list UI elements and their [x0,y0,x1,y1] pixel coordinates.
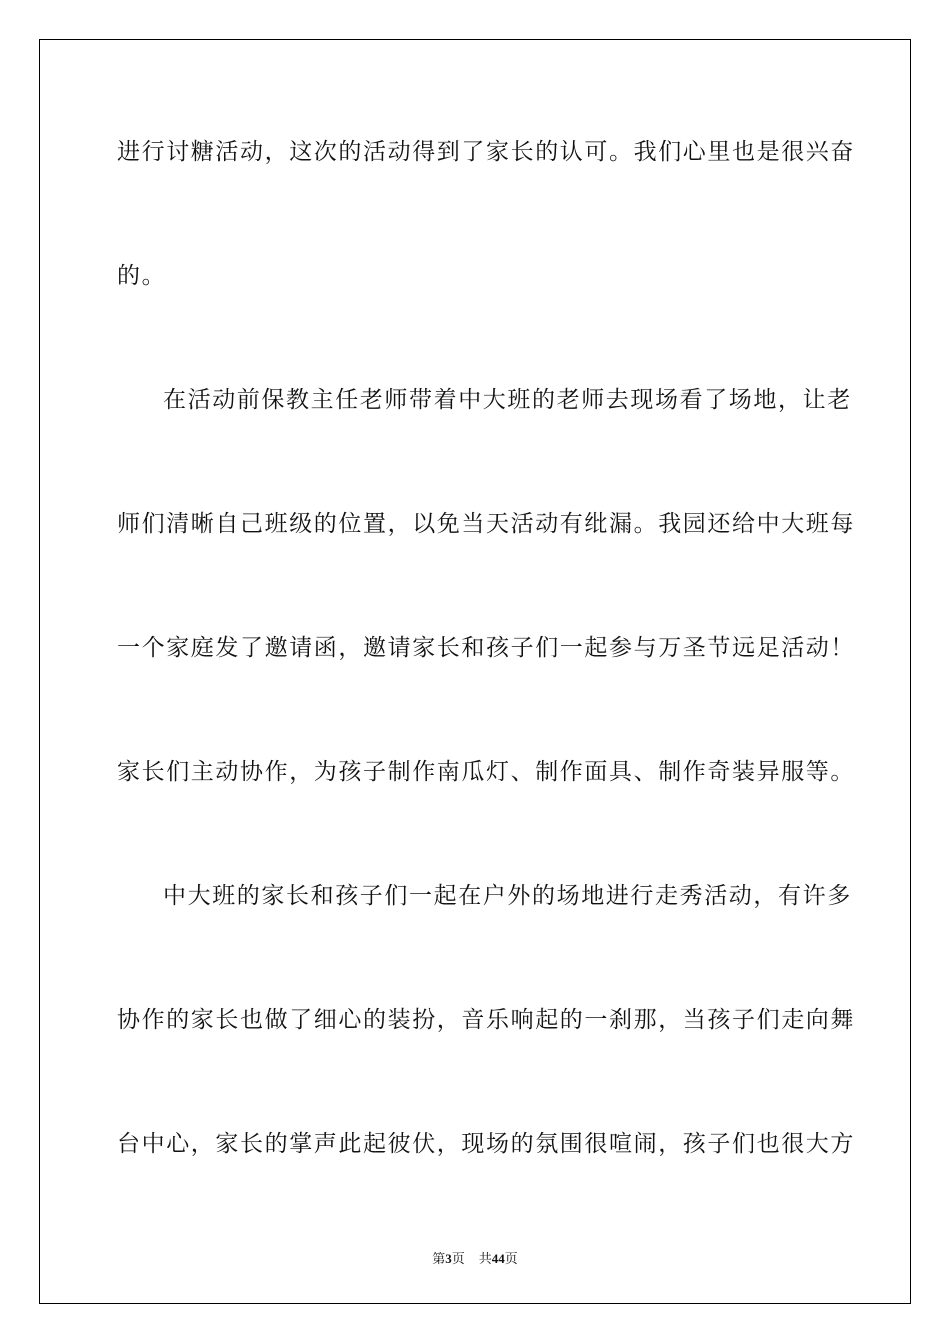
page-border [39,39,911,1304]
text-line-6: 家长们主动协作，为孩子制作南瓜灯、制作面具、制作奇装异服等。 [117,759,855,785]
text-line-7: 中大班的家长和孩子们一起在户外的场地进行走秀活动，有许多 [163,883,852,909]
total-pages: 44 [491,1251,505,1266]
total-prefix: 共 [478,1252,492,1267]
text-line-8: 协作的家长也做了细心的装扮，音乐响起的一刹那，当孩子们走向舞 [117,1007,855,1033]
total-suffix: 页 [504,1252,518,1267]
page-number: 3 [445,1251,452,1266]
text-line-3: 在活动前保教主任老师带着中大班的老师去现场看了场地，让老 [163,387,852,413]
page-footer [0,1248,950,1267]
page-prefix: 第 [432,1252,446,1267]
text-line-4: 师们清晰自己班级的位置，以免当天活动有纰漏。我园还给中大班每 [117,511,855,537]
text-line-9: 台中心，家长的掌声此起彼伏，现场的氛围很喧闹，孩子们也很大方 [117,1131,855,1157]
page-suffix: 页 [451,1252,465,1267]
text-line-5: 一个家庭发了邀请函，邀请家长和孩子们一起参与万圣节远足活动！ [117,635,855,661]
text-line-1: 进行讨糖活动，这次的活动得到了家长的认可。我们心里也是很兴奋 [117,139,855,165]
text-line-2: 的。 [117,263,167,289]
